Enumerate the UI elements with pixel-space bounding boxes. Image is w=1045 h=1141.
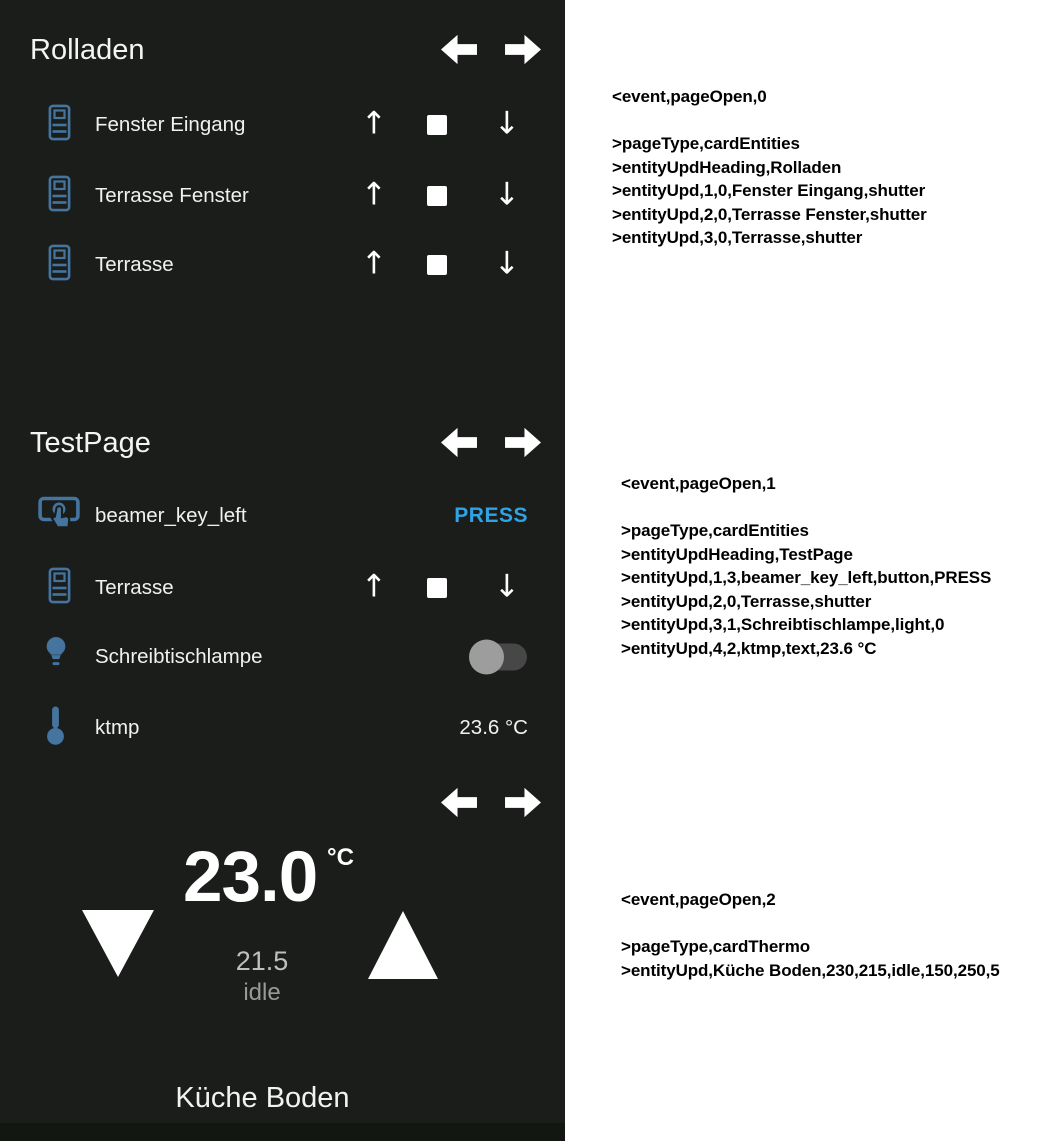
log-line: >pageType,cardEntities bbox=[621, 521, 809, 540]
entity-label: Terrasse Fenster bbox=[95, 184, 249, 207]
log-line: >entityUpd,4,2,ktmp,text,23.6 °C bbox=[621, 638, 877, 658]
arrow-right-icon bbox=[505, 425, 542, 460]
entity-label: ktmp bbox=[95, 716, 140, 739]
arrow-left-icon bbox=[440, 425, 477, 460]
entity-row-terrasse bbox=[0, 563, 565, 613]
shutter-down-button[interactable]: ↓ bbox=[494, 568, 520, 605]
entity-label: Schreibtischlampe bbox=[95, 645, 263, 668]
panel-bottom-strip bbox=[0, 1123, 565, 1141]
current-temperature: 23.0 bbox=[183, 838, 318, 917]
shutter-down-button[interactable]: ↓ bbox=[494, 245, 520, 282]
entity-row-terrasse bbox=[0, 240, 565, 290]
entity-row-terrasse-fenster bbox=[0, 171, 565, 221]
log-event-line: <event,pageOpen,0 bbox=[612, 87, 767, 106]
shutter-up-button[interactable]: ↑ bbox=[361, 245, 387, 282]
nav-prev-button[interactable] bbox=[440, 425, 477, 460]
log-blank-line bbox=[621, 912, 1000, 936]
log-line: >entityUpd,2,0,Terrasse Fenster,shutter bbox=[612, 204, 927, 224]
card-heading-testpage: TestPage bbox=[30, 427, 151, 459]
log-line: >entityUpd,Küche Boden,230,215,idle,150,250,5 bbox=[621, 960, 1000, 980]
log-line: >entityUpd,2,0,Terrasse,shutter bbox=[621, 591, 872, 611]
window-shutter-icon bbox=[48, 568, 71, 609]
lightbulb-icon bbox=[42, 635, 70, 680]
shutter-down-button[interactable]: ↓ bbox=[494, 105, 520, 142]
nav-prev-button[interactable] bbox=[440, 32, 477, 67]
entity-label: beamer_key_left bbox=[95, 504, 247, 527]
log-line: >entityUpd,1,3,beamer_key_left,button,PRESS bbox=[621, 568, 992, 587]
log-blank-line bbox=[621, 496, 991, 520]
light-toggle-switch[interactable] bbox=[469, 640, 527, 675]
window-shutter-icon bbox=[48, 176, 71, 217]
log-line: >entityUpd,3,1,Schreibtischlampe,light,0 bbox=[621, 615, 945, 634]
log-line: >pageType,cardEntities bbox=[612, 134, 800, 153]
nav-prev-button[interactable] bbox=[440, 785, 477, 820]
shutter-up-button[interactable]: ↑ bbox=[361, 568, 387, 605]
nav-next-button[interactable] bbox=[505, 425, 542, 460]
log-line: >pageType,cardThermo bbox=[621, 937, 810, 956]
shutter-stop-button[interactable] bbox=[427, 186, 447, 206]
shutter-down-button[interactable]: ↓ bbox=[494, 176, 520, 213]
gesture-tap-button-icon bbox=[38, 494, 80, 538]
arrow-left-icon bbox=[440, 785, 477, 820]
entity-row-ktmp bbox=[0, 703, 565, 753]
arrow-left-icon bbox=[440, 32, 477, 67]
log-event-line: <event,pageOpen,1 bbox=[621, 474, 776, 493]
press-button[interactable]: PRESS bbox=[454, 504, 528, 527]
log-blank-line bbox=[612, 109, 927, 133]
shutter-stop-button[interactable] bbox=[427, 255, 447, 275]
nav-next-button[interactable] bbox=[505, 785, 542, 820]
arrow-right-icon bbox=[505, 32, 542, 67]
shutter-up-button[interactable]: ↑ bbox=[361, 176, 387, 213]
log-event-line: <event,pageOpen,2 bbox=[621, 890, 776, 909]
window-shutter-icon bbox=[48, 105, 71, 146]
shutter-up-button[interactable]: ↑ bbox=[361, 105, 387, 142]
serial-log-block-1 bbox=[612, 85, 927, 250]
sensor-value: 23.6 °C bbox=[459, 716, 528, 739]
entity-label: Terrasse bbox=[95, 253, 174, 276]
target-temperature: 21.5 bbox=[235, 946, 289, 976]
temperature-unit: °C bbox=[327, 844, 354, 871]
log-line: >entityUpd,1,0,Fenster Eingang,shutter bbox=[612, 181, 926, 200]
nav-next-button[interactable] bbox=[505, 32, 542, 67]
serial-log-block-2 bbox=[621, 472, 991, 660]
arrow-right-icon bbox=[505, 785, 542, 820]
card-heading-rolladen: Rolladen bbox=[30, 34, 145, 66]
hvac-state: idle bbox=[243, 979, 281, 1006]
log-line: >entityUpd,3,0,Terrasse,shutter bbox=[612, 228, 863, 247]
shutter-stop-button[interactable] bbox=[427, 115, 447, 135]
entity-row-schreibtischlampe bbox=[0, 632, 565, 682]
window-shutter-icon bbox=[48, 245, 71, 286]
toggle-knob bbox=[469, 640, 504, 675]
log-line: >entityUpdHeading,TestPage bbox=[621, 544, 853, 564]
shutter-stop-button[interactable] bbox=[427, 578, 447, 598]
log-line: >entityUpdHeading,Rolladen bbox=[612, 157, 842, 177]
entity-label: Fenster Eingang bbox=[95, 113, 246, 136]
entity-label: Terrasse bbox=[95, 576, 174, 599]
entity-row-beamer-key-left bbox=[0, 491, 565, 541]
serial-log-block-3 bbox=[621, 888, 1000, 982]
thermometer-icon bbox=[46, 705, 65, 751]
thermostat-name: Küche Boden bbox=[175, 1082, 350, 1114]
entity-row-fenster-eingang bbox=[0, 100, 565, 150]
